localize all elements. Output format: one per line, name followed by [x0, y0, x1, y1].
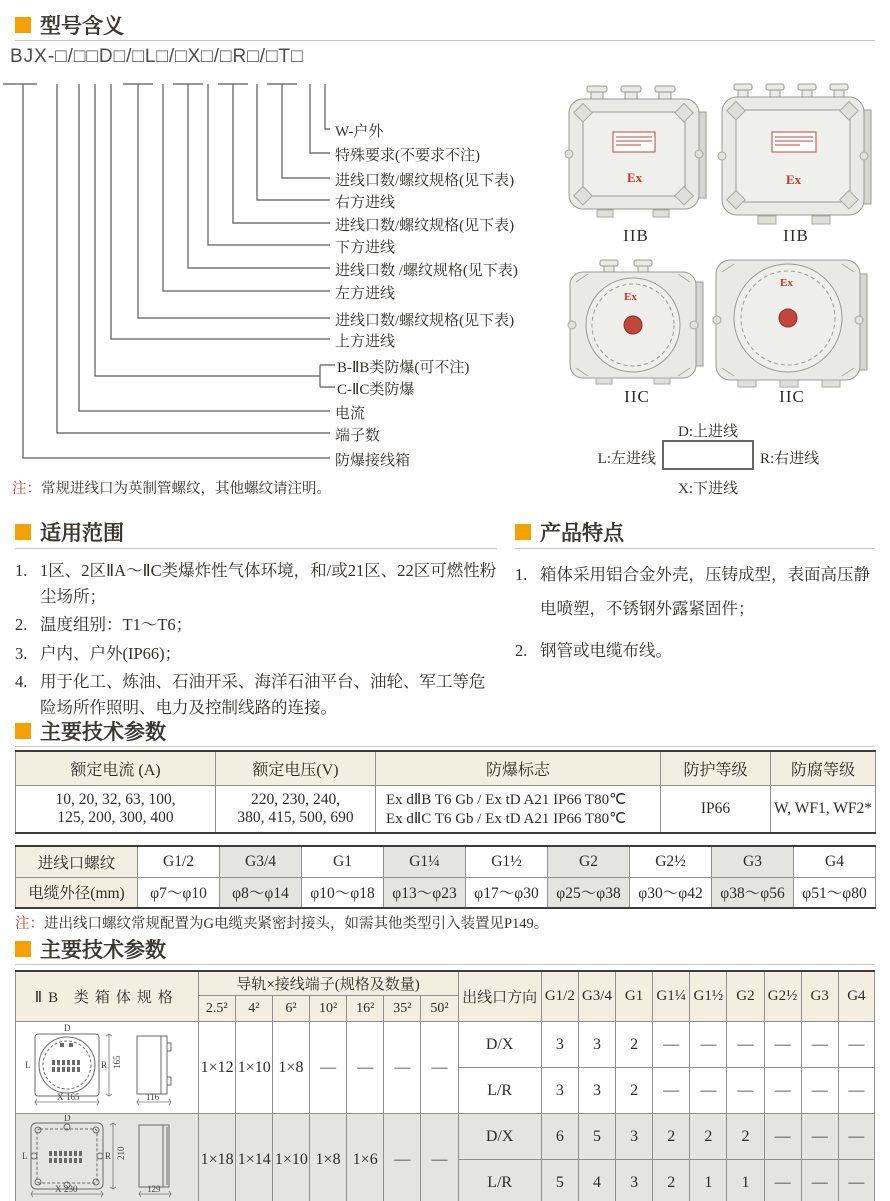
section-header-scope — [15, 517, 124, 547]
cell: — — [764, 1114, 801, 1160]
section-title: 产品特点 — [540, 522, 624, 545]
header-outlet-direction: 出线口方向 — [458, 971, 541, 1022]
section-divider — [15, 964, 875, 965]
cell: — — [838, 1160, 874, 1201]
header-size: 10² — [310, 996, 347, 1022]
cell: φ8～φ14 — [220, 877, 302, 908]
cell-terminal: 1×10 — [235, 1022, 272, 1114]
cell-terminal: — — [347, 1022, 384, 1114]
header-size: 16² — [347, 996, 384, 1022]
cell: G2 — [548, 846, 630, 877]
section-header-params1 — [15, 716, 166, 746]
cell-terminal: 1×6 — [347, 1114, 384, 1201]
direction-right-label: R:右进线 — [760, 451, 820, 467]
cell: φ10～φ18 — [302, 877, 384, 908]
item-number: 3. — [15, 643, 28, 663]
list-item — [515, 634, 877, 668]
svg-text:230: 230 — [63, 1184, 78, 1194]
cell: — — [727, 1022, 764, 1068]
note-prefix: 注： — [12, 481, 41, 497]
table-row-diameters — [16, 877, 876, 908]
svg-text:X: X — [54, 1184, 62, 1194]
svg-text:165: 165 — [111, 1055, 122, 1069]
cell: G3 — [712, 846, 794, 877]
section-divider — [15, 548, 497, 549]
model-code: BJX-□/□□D□/□L□/□X□/□R□/□T□ — [10, 46, 304, 67]
header-size: 4² — [235, 996, 272, 1022]
header-cell: 防腐等级 — [771, 751, 876, 785]
header-cell: 防护等级 — [661, 751, 771, 785]
cell: — — [653, 1068, 690, 1114]
cell-terminal: — — [310, 1022, 347, 1114]
svg-text:210: 210 — [115, 1146, 126, 1160]
tech-params-table — [15, 750, 876, 834]
cell: — — [801, 1022, 838, 1068]
cell: — — [690, 1022, 727, 1068]
cell: φ51～φ80 — [794, 877, 876, 908]
product-photo-iic-1 — [566, 258, 708, 386]
model-label-terminals: 端子数 — [335, 428, 381, 444]
cell-rated-voltage: 220, 230, 240, 380, 415, 500, 690 — [216, 785, 376, 833]
model-label-inlet-spec: 进线口数/螺纹规格(见下表) — [335, 313, 515, 329]
header-thread: G1¼ — [653, 971, 690, 1022]
model-label-inlet-spec: 进线口数/螺纹规格(见下表) — [335, 218, 515, 234]
cell-ex-marking: Ex dⅡB T6 Gb / Ex tD A21 IP66 T80℃ Ex dⅡC T6 Gb / Ex tD A21 IP66 T80℃ — [376, 785, 661, 833]
svg-text:L: L — [21, 1151, 28, 1161]
svg-text:X: X — [56, 1092, 64, 1102]
direction-box — [662, 440, 754, 470]
note-prefix: 注： — [15, 916, 44, 932]
cell: φ38～φ56 — [712, 877, 794, 908]
cell-terminal: 1×12 — [198, 1022, 235, 1114]
cell: — — [801, 1160, 838, 1201]
cell-corrosion-grade: W, WF1, WF2* — [771, 785, 876, 833]
header-cell: 额定电流 (A) — [16, 751, 216, 785]
note-text: 进出线口螺纹常规配置为G电缆夹紧密封接头，如需其他类型引入装置见P149。 — [44, 916, 549, 932]
cell-terminal: — — [384, 1114, 421, 1201]
model-label-box: 防爆接线箱 — [335, 453, 411, 469]
cell-terminal: 1×8 — [272, 1022, 309, 1114]
cell: 3 — [616, 1160, 653, 1201]
product-photo-iib-1 — [561, 84, 711, 224]
item-number: 2. — [515, 640, 528, 660]
cell: 3 — [616, 1114, 653, 1160]
cell: — — [838, 1068, 874, 1114]
cell: 3 — [541, 1068, 578, 1114]
model-label-current: 电流 — [335, 406, 366, 422]
section-header-params2 — [15, 934, 166, 964]
cell: — — [764, 1068, 801, 1114]
cell: G1/2 — [138, 846, 220, 877]
product-caption: IIB — [783, 226, 809, 245]
list-item — [15, 612, 499, 638]
cell: 2 — [690, 1114, 727, 1160]
model-label-left-inlet: 左方进线 — [335, 286, 396, 302]
cell-direction: D/X — [458, 1022, 541, 1068]
svg-text:L: L — [24, 1060, 31, 1070]
section-title: 型号含义 — [40, 15, 124, 38]
cell-terminal: 1×14 — [235, 1114, 272, 1201]
ex-mark: Ex — [627, 170, 643, 185]
thread-note — [15, 912, 548, 933]
header-thread: G1/2 — [541, 971, 578, 1022]
cell: 6 — [541, 1114, 578, 1160]
model-label-inlet-spec: 进线口数/螺纹规格(见下表) — [335, 173, 515, 189]
cell: 5 — [578, 1114, 615, 1160]
svg-text:R: R — [100, 1060, 107, 1070]
cell: — — [838, 1114, 874, 1160]
section-header-features — [515, 517, 624, 547]
cell: G1½ — [466, 846, 548, 877]
cell: — — [727, 1068, 764, 1114]
product-caption: IIB — [623, 226, 649, 245]
note-text: 常规进线口为英制管螺纹，其他螺纹请注明。 — [41, 481, 331, 497]
model-label-bottom-inlet: 下方进线 — [335, 240, 396, 256]
direction-left-label: L:左进线 — [597, 451, 656, 467]
table-row-threads — [16, 846, 876, 877]
header-size: 50² — [421, 996, 458, 1022]
cell: 1 — [690, 1160, 727, 1201]
item-number: 1. — [15, 561, 28, 580]
cell: 2 — [616, 1022, 653, 1068]
section-divider — [515, 548, 875, 549]
cell: — — [838, 1022, 874, 1068]
cell: φ30～φ42 — [630, 877, 712, 908]
header-thread: G4 — [838, 971, 874, 1022]
cell: G1¼ — [384, 846, 466, 877]
cell: 1 — [727, 1160, 764, 1201]
item-text: 用于化工、炼油、石油开采、海洋石油平台、油轮、军工等危险场所作照明、电力及控制线路的连接。 — [40, 672, 486, 717]
cell-terminal: — — [421, 1114, 458, 1201]
cell-box-drawing — [16, 1114, 199, 1201]
section-title: 适用范围 — [40, 522, 124, 545]
list-item — [515, 558, 877, 626]
model-note — [12, 477, 331, 498]
cell: 2 — [727, 1114, 764, 1160]
box-drawing-230 — [19, 1115, 195, 1199]
list-item — [15, 669, 499, 720]
model-label-right-inlet: 右方进线 — [335, 195, 396, 211]
box-drawing-165 — [19, 1023, 195, 1107]
model-label-special: 特殊要求(不要求不注) — [335, 148, 480, 164]
item-number: 2. — [15, 615, 28, 635]
cell: φ25～φ38 — [548, 877, 630, 908]
cell: 2 — [653, 1160, 690, 1201]
item-text: 温度组别：T1～T6； — [40, 615, 193, 635]
section-title: 主要技术参数 — [40, 721, 166, 744]
cell: — — [801, 1068, 838, 1114]
orange-square-icon — [15, 941, 31, 957]
cell: — — [690, 1068, 727, 1114]
model-label-top-inlet: 上方进线 — [335, 334, 396, 350]
header-size: 35² — [384, 996, 421, 1022]
svg-text:D: D — [63, 1023, 71, 1033]
svg-text:116: 116 — [145, 1092, 159, 1102]
header-rail-terminals: 导轨×接线端子(规格及数量) — [198, 971, 458, 996]
cell-ip-rating: IP66 — [661, 785, 771, 833]
header-thread: G2 — [727, 971, 764, 1022]
cell: 3 — [578, 1068, 615, 1114]
cell: 3 — [578, 1022, 615, 1068]
table-header-row — [16, 971, 875, 996]
cell-box-drawing — [16, 1022, 199, 1114]
list-item — [15, 641, 499, 667]
direction-bottom-label: X:下进线 — [677, 481, 738, 497]
product-photo-iib-2 — [716, 80, 876, 230]
header-cell: 额定电压(V) — [216, 751, 376, 785]
cell-terminal: — — [421, 1022, 458, 1114]
cell: — — [764, 1022, 801, 1068]
cell-terminal: 1×18 — [198, 1114, 235, 1201]
cell-direction: D/X — [458, 1114, 541, 1160]
section-title: 主要技术参数 — [40, 939, 166, 962]
header-thread: G3/4 — [578, 971, 615, 1022]
cell: φ17～φ30 — [466, 877, 548, 908]
item-text: 箱体采用铝合金外壳，压铸成型，表面高压静电喷塑，不锈钢外露紧固件； — [540, 565, 870, 618]
scope-list — [15, 558, 499, 723]
header-cell: 防爆标志 — [376, 751, 661, 785]
item-text: 钢管或电缆布线。 — [540, 640, 672, 660]
list-item — [15, 558, 499, 609]
product-caption: IIC — [779, 387, 805, 406]
cell-terminal: — — [384, 1022, 421, 1114]
cell: — — [653, 1022, 690, 1068]
cell-rated-current: 10, 20, 32, 63, 100, 125, 200, 300, 400 — [16, 785, 216, 833]
cell-terminal: 1×8 — [310, 1114, 347, 1201]
cell-direction: L/R — [458, 1160, 541, 1201]
direction-top-label: D:上进线 — [677, 424, 738, 440]
box-spec-table — [15, 970, 875, 1201]
header-thread: G1 — [616, 971, 653, 1022]
table-header-row — [16, 751, 876, 785]
header-thread: G2½ — [764, 971, 801, 1022]
item-text: 1区、2区ⅡA～ⅡC类爆炸性气体环境，和/或21区、22区可燃性粉尘场所； — [40, 561, 497, 606]
svg-text:R: R — [104, 1151, 111, 1161]
product-caption: IIC — [624, 387, 650, 406]
product-photo-iic-2 — [710, 250, 874, 390]
header-size: 2.5² — [198, 996, 235, 1022]
header-box-spec: ⅡB 类箱体规格 — [16, 971, 199, 1022]
table-row — [16, 785, 876, 833]
svg-text:165: 165 — [65, 1092, 80, 1102]
cell: φ7～φ10 — [138, 877, 220, 908]
cell: 4 — [578, 1160, 615, 1201]
svg-text:D: D — [63, 1115, 71, 1123]
cell: — — [764, 1160, 801, 1201]
cell: G1 — [302, 846, 384, 877]
model-label-outdoor: W-户外 — [335, 124, 384, 140]
header-thread: G3 — [801, 971, 838, 1022]
svg-text:129: 129 — [146, 1184, 161, 1194]
table-row-group1-dx — [16, 1022, 875, 1068]
cell: — — [801, 1114, 838, 1160]
cell: 2 — [653, 1114, 690, 1160]
section-divider — [15, 746, 875, 747]
ex-mark: Ex — [780, 277, 793, 289]
cell: φ13～φ23 — [384, 877, 466, 908]
header-thread: G1½ — [690, 971, 727, 1022]
model-label-iib-class: B-ⅡB类防爆(可不注) — [337, 360, 470, 376]
row-header: 进线口螺纹 — [16, 846, 138, 877]
header-size: 6² — [272, 996, 309, 1022]
cell: 2 — [616, 1068, 653, 1114]
item-number: 1. — [515, 565, 528, 584]
features-list — [515, 558, 877, 675]
model-label-iic-class: C-ⅡC类防爆 — [337, 382, 415, 398]
row-header: 电缆外径(mm) — [16, 877, 138, 908]
table-row-group2-dx — [16, 1114, 875, 1160]
orange-square-icon — [15, 723, 31, 739]
cell: 3 — [541, 1022, 578, 1068]
cell: G2½ — [630, 846, 712, 877]
cell: 5 — [541, 1160, 578, 1201]
thread-size-table — [15, 845, 876, 909]
item-text: 户内、户外(IP66)； — [40, 643, 182, 663]
model-label-inlet-spec: 进线口数 /螺纹规格(见下表) — [335, 263, 518, 279]
item-number: 4. — [15, 672, 28, 692]
ex-mark: Ex — [624, 291, 637, 303]
orange-square-icon — [515, 524, 531, 540]
cell-direction: L/R — [458, 1068, 541, 1114]
ex-mark: Ex — [786, 172, 802, 187]
cell-terminal: 1×10 — [272, 1114, 309, 1201]
cell: G4 — [794, 846, 876, 877]
cell: G3/4 — [220, 846, 302, 877]
orange-square-icon — [15, 524, 31, 540]
